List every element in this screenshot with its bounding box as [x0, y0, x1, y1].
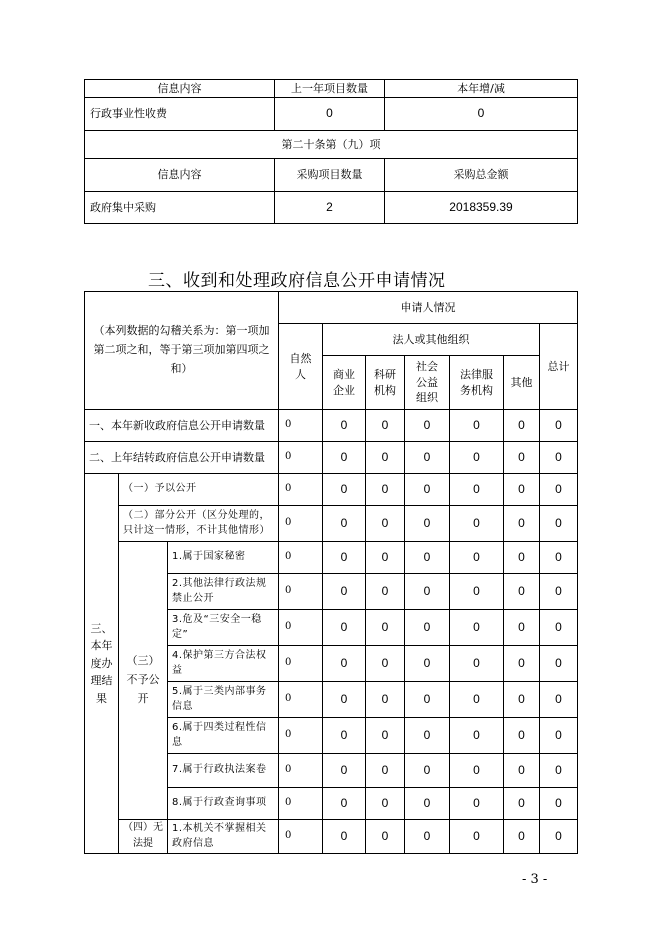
cell-other: 0 — [504, 646, 540, 682]
cell-other: 0 — [504, 754, 540, 788]
row-label: 1.属于国家秘密 — [168, 542, 279, 574]
row-label: 4.保护第三方合法权益 — [168, 646, 279, 682]
cell-public-welfare: 0 — [405, 574, 450, 610]
row-label: 5.属于三类内部事务信息 — [168, 682, 279, 718]
table-row — [85, 192, 578, 224]
row-label: 1.本机关不掌握相关政府信息 — [168, 820, 279, 854]
cell-natural-person: 0 — [279, 754, 323, 788]
section-row — [85, 131, 578, 159]
cell-natural-person: 0 — [279, 574, 323, 610]
cell-public-welfare: 0 — [405, 820, 450, 854]
cell-legal-service: 0 — [450, 506, 504, 542]
cell-natural-person: 0 — [279, 542, 323, 574]
cell-total: 0 — [540, 646, 578, 682]
cell-research: 0 — [366, 754, 405, 788]
total-header: 总计 — [540, 324, 578, 410]
row-value: 0 — [385, 98, 578, 131]
cell-research: 0 — [366, 574, 405, 610]
cell-research: 0 — [366, 820, 405, 854]
cell-natural-person: 0 — [279, 682, 323, 718]
cannot-provide-group-label: （四）无法提 — [119, 820, 168, 854]
cell-public-welfare: 0 — [405, 506, 450, 542]
cell-total: 0 — [540, 542, 578, 574]
cell-total: 0 — [540, 610, 578, 646]
header-cell: 信息内容 — [85, 159, 275, 192]
cell-legal-service: 0 — [450, 542, 504, 574]
table-row — [85, 442, 578, 474]
cell-other: 0 — [504, 610, 540, 646]
procurement-table — [84, 79, 578, 224]
research-header: 科研机构 — [366, 356, 405, 410]
relation-note: （本列数据的勾稽关系为：第一项加第二项之和，等于第三项加第四项之和） — [85, 292, 279, 410]
cell-research: 0 — [366, 646, 405, 682]
commercial-header: 商业企业 — [323, 356, 366, 410]
cell-other: 0 — [504, 506, 540, 542]
cell-commercial: 0 — [323, 610, 366, 646]
table-row — [85, 474, 578, 506]
cell-research: 0 — [366, 542, 405, 574]
cell-research: 0 — [366, 788, 405, 820]
section-label: 第二十条第（九）项 — [85, 131, 578, 159]
cell-public-welfare: 0 — [405, 788, 450, 820]
cell-total: 0 — [540, 506, 578, 542]
row-value: 2 — [275, 192, 385, 224]
row-label: 2.其他法律行政法规禁止公开 — [168, 574, 279, 610]
cell-other: 0 — [504, 788, 540, 820]
cell-public-welfare: 0 — [405, 410, 450, 442]
row-label: 6.属于四类过程性信息 — [168, 718, 279, 754]
cell-natural-person: 0 — [279, 646, 323, 682]
natural-person-header: 自然人 — [279, 324, 323, 410]
row-label: 一、本年新收政府信息公开申请数量 — [85, 410, 279, 442]
cell-legal-service: 0 — [450, 574, 504, 610]
cell-legal-service: 0 — [450, 442, 504, 474]
cell-public-welfare: 0 — [405, 754, 450, 788]
cell-commercial: 0 — [323, 682, 366, 718]
header-cell: 上一年项目数量 — [275, 80, 385, 98]
row-label: 7.属于行政执法案卷 — [168, 754, 279, 788]
table-row — [85, 506, 578, 542]
cell-natural-person: 0 — [279, 820, 323, 854]
cell-total: 0 — [540, 474, 578, 506]
header-row — [85, 292, 578, 324]
cell-commercial: 0 — [323, 506, 366, 542]
page-number: - 3 - — [522, 872, 548, 887]
cell-commercial: 0 — [323, 820, 366, 854]
cell-legal-service: 0 — [450, 718, 504, 754]
cell-public-welfare: 0 — [405, 646, 450, 682]
cell-legal-service: 0 — [450, 610, 504, 646]
cell-commercial: 0 — [323, 574, 366, 610]
row-value: 2018359.39 — [385, 192, 578, 224]
cell-other: 0 — [504, 682, 540, 718]
cell-public-welfare: 0 — [405, 718, 450, 754]
cell-research: 0 — [366, 474, 405, 506]
row-value: 0 — [275, 98, 385, 131]
cell-commercial: 0 — [323, 788, 366, 820]
cell-other: 0 — [504, 574, 540, 610]
cell-natural-person: 0 — [279, 788, 323, 820]
cell-research: 0 — [366, 442, 405, 474]
cell-research: 0 — [366, 410, 405, 442]
cell-commercial: 0 — [323, 442, 366, 474]
cell-public-welfare: 0 — [405, 542, 450, 574]
cell-research: 0 — [366, 506, 405, 542]
cell-total: 0 — [540, 754, 578, 788]
cell-other: 0 — [504, 410, 540, 442]
cell-total: 0 — [540, 682, 578, 718]
legal-service-header: 法律服务机构 — [450, 356, 504, 410]
cell-legal-service: 0 — [450, 474, 504, 506]
row-label: 二、上年结转政府信息公开申请数量 — [85, 442, 279, 474]
cell-total: 0 — [540, 442, 578, 474]
table-header-row — [85, 80, 578, 98]
cell-total: 0 — [540, 410, 578, 442]
applicant-status-header: 申请人情况 — [279, 292, 578, 324]
cell-natural-person: 0 — [279, 610, 323, 646]
cell-total: 0 — [540, 788, 578, 820]
row-label: 8.属于行政查询事项 — [168, 788, 279, 820]
table-row — [85, 410, 578, 442]
application-stats-table — [84, 291, 578, 854]
cell-other: 0 — [504, 718, 540, 754]
cell-legal-service: 0 — [450, 820, 504, 854]
row-label: （二）部分公开（区分处理的，只计这一情形，不计其他情形） — [119, 506, 279, 542]
cell-commercial: 0 — [323, 410, 366, 442]
cell-commercial: 0 — [323, 474, 366, 506]
cell-legal-service: 0 — [450, 788, 504, 820]
row-label: 3.危及“三安全一稳定” — [168, 610, 279, 646]
header-cell: 采购项目数量 — [275, 159, 385, 192]
cell-public-welfare: 0 — [405, 442, 450, 474]
table-row — [85, 98, 578, 131]
header-cell: 本年增/减 — [385, 80, 578, 98]
cell-natural-person: 0 — [279, 442, 323, 474]
cell-legal-service: 0 — [450, 754, 504, 788]
row-label: 行政事业性收费 — [85, 98, 275, 131]
cell-commercial: 0 — [323, 754, 366, 788]
cell-commercial: 0 — [323, 718, 366, 754]
section-title: 三、收到和处理政府信息公开申请情况 — [148, 271, 446, 291]
result-group-label: 三、本年度办理结果 — [85, 474, 119, 854]
cell-natural-person: 0 — [279, 718, 323, 754]
cell-legal-service: 0 — [450, 646, 504, 682]
cell-other: 0 — [504, 820, 540, 854]
table-row — [85, 542, 578, 574]
cell-public-welfare: 0 — [405, 610, 450, 646]
cell-natural-person: 0 — [279, 474, 323, 506]
table-row — [85, 820, 578, 854]
cell-total: 0 — [540, 574, 578, 610]
other-header: 其他 — [504, 356, 540, 410]
table-header-row — [85, 159, 578, 192]
cell-legal-service: 0 — [450, 410, 504, 442]
cell-commercial: 0 — [323, 646, 366, 682]
cell-public-welfare: 0 — [405, 474, 450, 506]
cell-other: 0 — [504, 474, 540, 506]
not-disclose-group-label: （三）不予公开 — [119, 542, 168, 820]
cell-natural-person: 0 — [279, 410, 323, 442]
header-cell: 信息内容 — [85, 80, 275, 98]
cell-total: 0 — [540, 718, 578, 754]
cell-research: 0 — [366, 682, 405, 718]
row-label: （一）予以公开 — [119, 474, 279, 506]
row-label: 政府集中采购 — [85, 192, 275, 224]
cell-research: 0 — [366, 718, 405, 754]
header-cell: 采购总金额 — [385, 159, 578, 192]
public-welfare-header: 社会公益组织 — [405, 356, 450, 410]
cell-natural-person: 0 — [279, 506, 323, 542]
cell-total: 0 — [540, 820, 578, 854]
cell-public-welfare: 0 — [405, 682, 450, 718]
cell-research: 0 — [366, 610, 405, 646]
cell-other: 0 — [504, 442, 540, 474]
legal-entity-header: 法人或其他组织 — [323, 324, 540, 356]
cell-commercial: 0 — [323, 542, 366, 574]
cell-legal-service: 0 — [450, 682, 504, 718]
cell-other: 0 — [504, 542, 540, 574]
